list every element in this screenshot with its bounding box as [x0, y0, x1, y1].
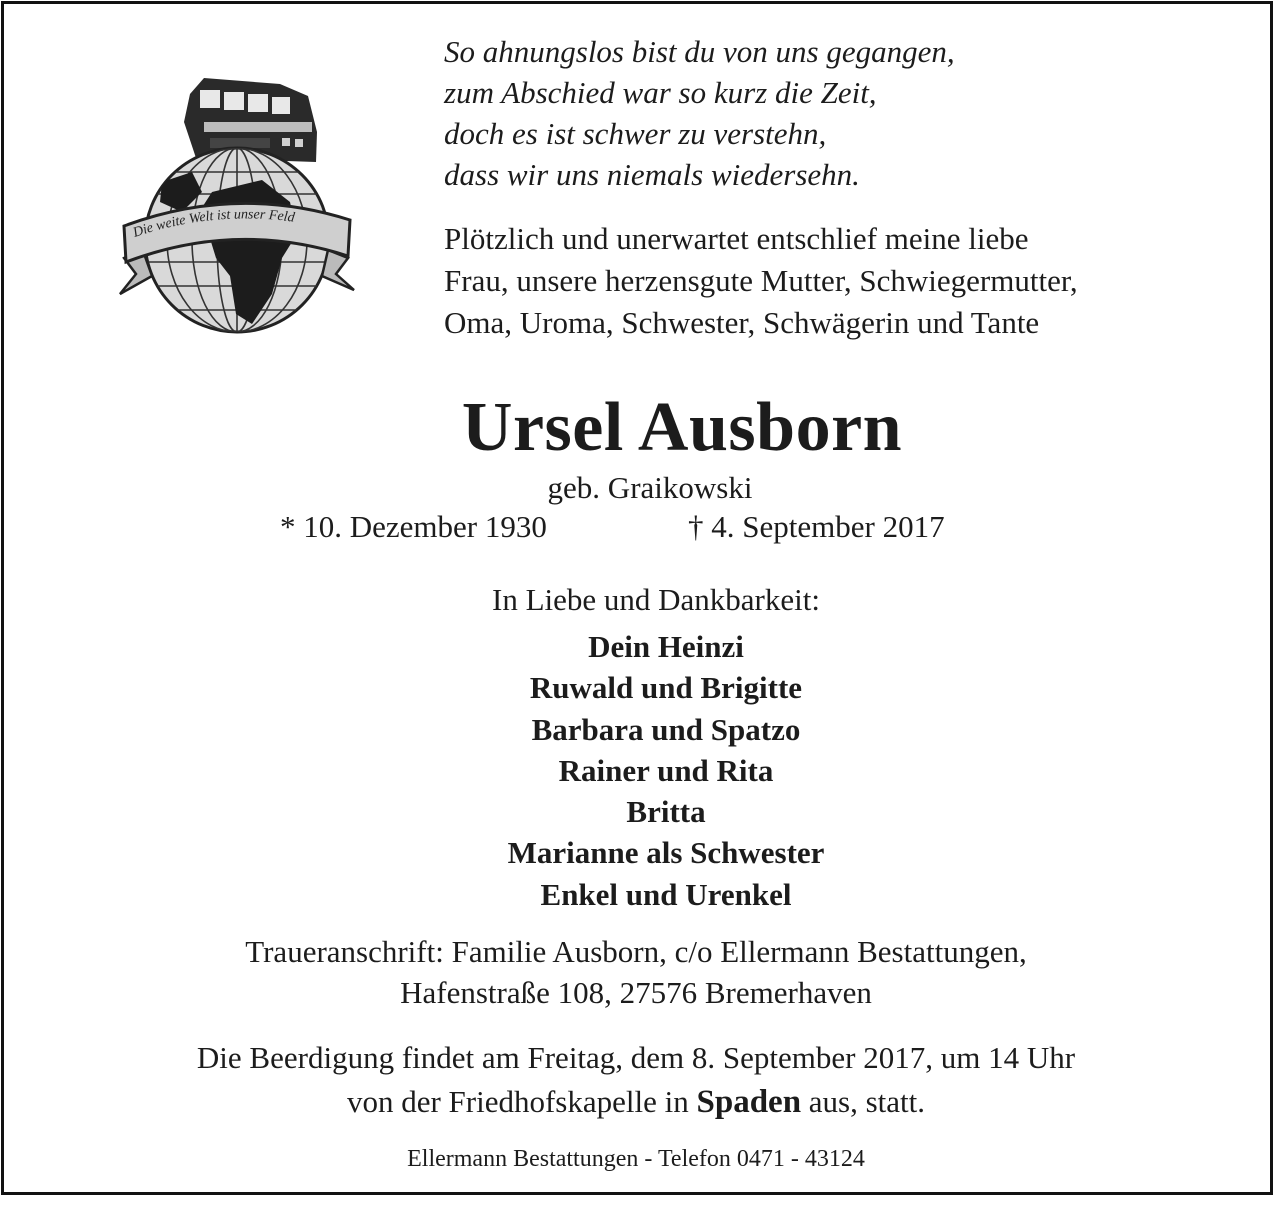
poem-line: So ahnungslos bist du von uns gegangen,	[444, 34, 955, 69]
list-item: Rainer und Rita	[558, 752, 774, 788]
mourning-address	[0, 931, 1272, 1013]
maiden-name: geb. Graikowski	[547, 470, 753, 505]
list-item: Marianne als Schwester	[507, 835, 825, 871]
list-item: Enkel und Urenkel	[540, 876, 792, 912]
funeral-suffix: aus, statt.	[801, 1084, 926, 1119]
funeral-line: Die Beerdigung findet am Freitag, dem 8. September 2017, um 14 Uhr	[196, 1040, 1076, 1075]
deceased-name: Ursel Ausborn	[461, 389, 903, 466]
funeral-line-2	[0, 1080, 1272, 1124]
list-item: Barbara und Spatzo	[531, 711, 801, 747]
funeral-place: Spaden	[696, 1084, 802, 1120]
poem-line: zum Abschied war so kurz die Zeit,	[444, 75, 877, 110]
poem-line: dass wir uns niemals wiedersehn.	[444, 157, 860, 192]
intro-text	[444, 218, 1078, 344]
list-item: Britta	[626, 794, 706, 830]
funeral-prefix: von der Friedhofskapelle in	[346, 1084, 697, 1119]
address-line: Hafenstraße 108, 27576 Bremerhaven	[400, 975, 872, 1010]
intro-line: Frau, unsere herzensgute Mutter, Schwiegermutter,	[444, 263, 1078, 298]
footer-contact: Ellermann Bestattungen - Telefon 0471 - 43124	[407, 1146, 865, 1172]
globe-with-bus-emblem-icon	[112, 62, 362, 352]
svg-text:Die weite Welt ist unser Feld: Die weite Welt ist unser Feld	[131, 207, 296, 241]
love-line: In Liebe und Dankbarkeit:	[492, 582, 820, 617]
intro-line: Plötzlich und unerwartet entschlief meine liebe	[444, 221, 1029, 256]
mourners-list	[30, 626, 1280, 915]
intro-line: Oma, Uroma, Schwester, Schwägerin und Tante	[444, 305, 1040, 340]
list-item: Dein Heinzi	[588, 629, 744, 664]
funeral-info	[0, 1036, 1272, 1124]
death-date: † 4. September 2017	[688, 509, 945, 544]
poem-line: doch es ist schwer zu verstehn,	[444, 116, 827, 151]
birth-date: * 10. Dezember 1930	[280, 509, 547, 544]
address-line: Traueranschrift: Familie Ausborn, c/o Ellermann Bestattungen,	[245, 934, 1027, 969]
list-item: Ruwald und Brigitte	[529, 670, 803, 706]
poem	[444, 31, 955, 195]
